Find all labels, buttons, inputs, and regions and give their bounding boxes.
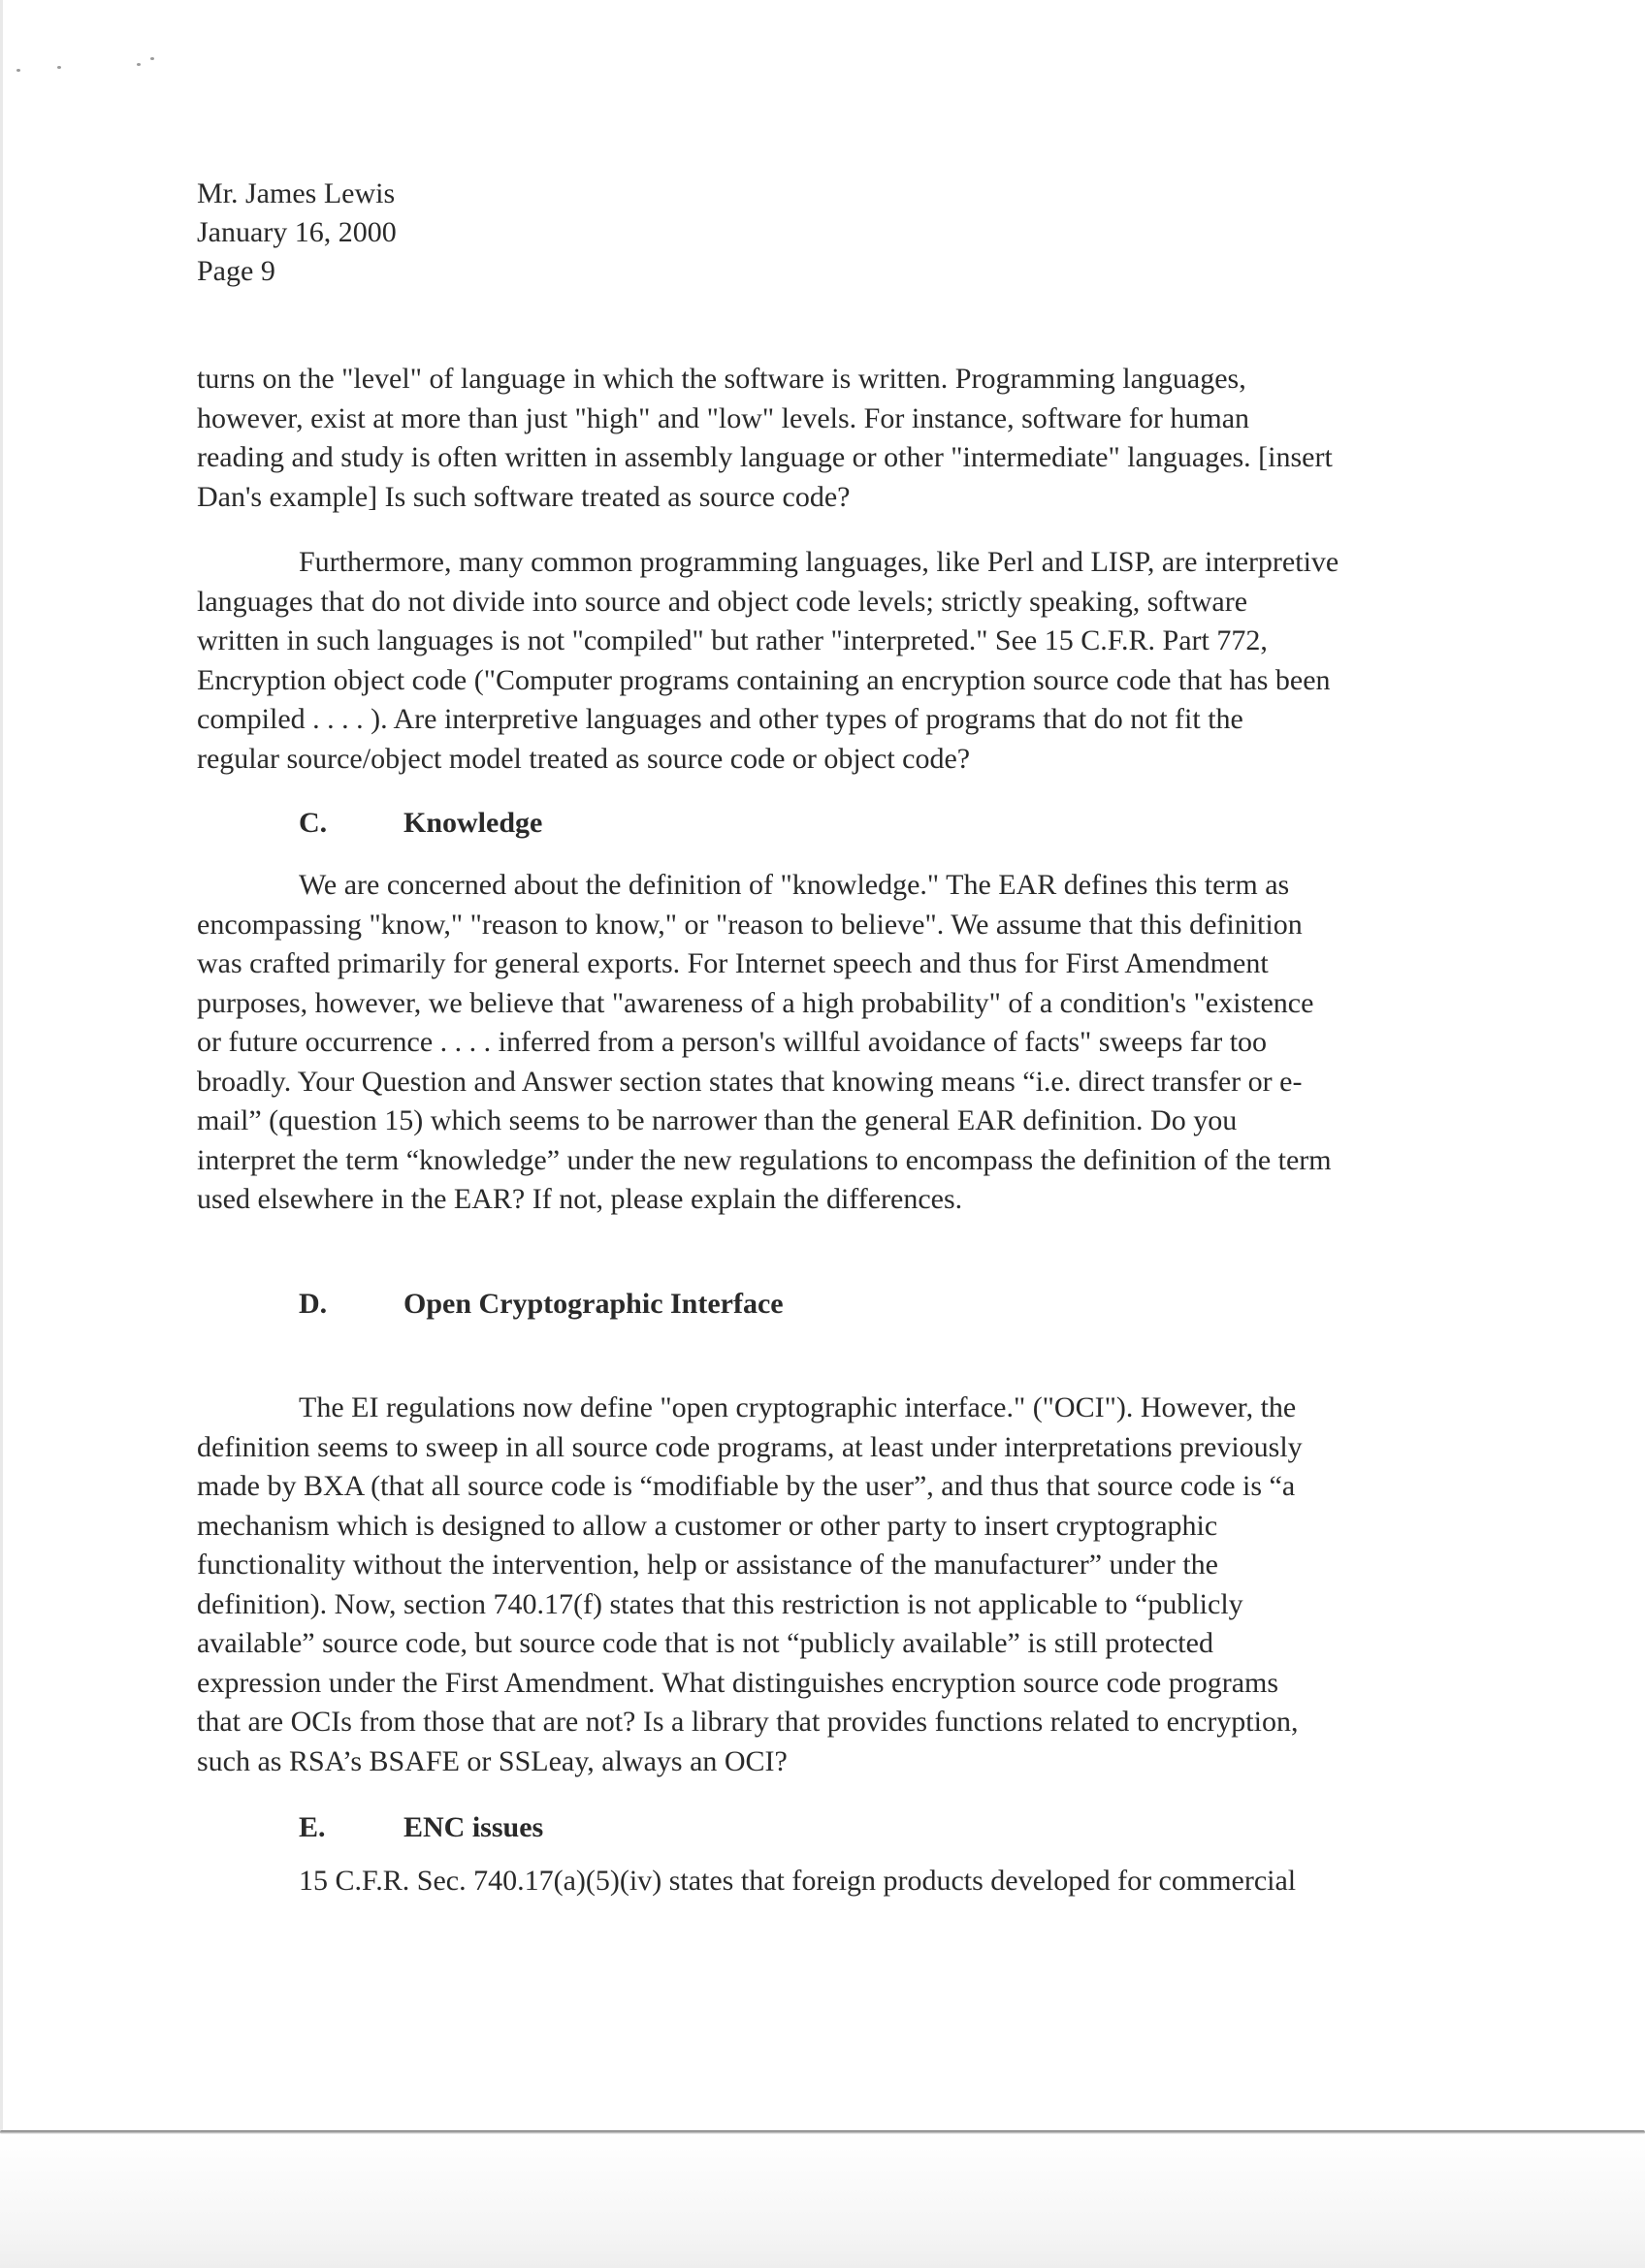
text-line: We are concerned about the definition of "knowledge." The EAR defines this term as	[299, 869, 1290, 901]
text-line: 15 C.F.R. Sec. 740.17(a)(5)(iv) states that foreign products developed for commercial	[299, 1865, 1297, 1897]
text-line: that are OCIs from those that are not? Is a library that provides functions related to encryption,	[197, 1706, 1299, 1738]
text-line: made by BXA (that all source code is “modifiable by the user”, and thus that source code is “a	[197, 1470, 1296, 1502]
text-line: mechanism which is designed to allow a customer or other party to insert cryptographic	[197, 1509, 1218, 1542]
text-line: functionality without the intervention, help or assistance of the manufacturer” under the	[197, 1549, 1218, 1581]
text-line: written in such languages is not "compiled" but rather "interpreted." See 15 C.F.R. Part 772,	[197, 624, 1268, 656]
text-line: purposes, however, we believe that "awareness of a high probability" of a condition's "existence	[197, 986, 1314, 1019]
text-line: languages that do not divide into source and object code levels; strictly speaking, software	[197, 585, 1248, 618]
scan-bottom-shadow	[0, 2133, 1645, 2268]
text-line: broadly. Your Question and Answer section states that knowing means “i.e. direct transfer or e-	[197, 1065, 1303, 1098]
letter-header	[197, 175, 397, 291]
paragraph-oci-definition	[197, 1389, 1487, 1781]
letter-date: January 16, 2000	[197, 216, 397, 248]
section-title: Open Cryptographic Interface	[403, 1288, 784, 1320]
text-line: Encryption object code ("Computer programs containing an encryption source code that has been	[197, 663, 1331, 696]
section-letter: E.	[299, 1811, 326, 1843]
section-letter: D.	[299, 1288, 328, 1320]
scan-speck	[150, 57, 154, 60]
scan-speck	[137, 63, 141, 66]
text-line: Furthermore, many common programming languages, like Perl and LISP, are interpretive	[299, 546, 1339, 578]
section-heading-knowledge	[299, 807, 542, 840]
scan-speck	[57, 66, 61, 69]
section-title: Knowledge	[403, 807, 543, 839]
section-title: ENC issues	[403, 1811, 544, 1843]
text-line: available” source code, but source code that is not “publicly available” is still protected	[197, 1627, 1213, 1659]
text-line: compiled . . . . ). Are interpretive languages and other types of programs that do not fit the	[197, 703, 1243, 735]
paragraph-enc-issues	[299, 1862, 1589, 1901]
page-number: Page 9	[197, 255, 275, 287]
scan-page-edge	[0, 2130, 1645, 2134]
text-line: encompassing "know," "reason to know," or "reason to believe". We assume that this definition	[197, 908, 1303, 941]
recipient-name: Mr. James Lewis	[197, 177, 396, 209]
text-line: such as RSA’s BSAFE or SSLeay, always an OCI?	[197, 1744, 788, 1777]
section-letter: C.	[299, 807, 328, 839]
text-line: reading and study is often written in assembly language or other "intermediate" languages. [insert	[197, 441, 1333, 473]
paragraph-source-code-levels	[197, 360, 1487, 517]
paragraph-knowledge-definition	[197, 866, 1487, 1220]
scan-speck	[16, 69, 20, 72]
section-heading-open-cryptographic-interface	[299, 1288, 784, 1321]
text-line: The EI regulations now define "open cryptographic interface." ("OCI"). However, the	[299, 1391, 1297, 1423]
text-line: or future occurrence . . . . inferred from a person's willful avoidance of facts" sweeps far too	[197, 1026, 1268, 1058]
text-line: used elsewhere in the EAR? If not, please explain the differences.	[197, 1183, 963, 1215]
text-line: definition seems to sweep in all source code programs, at least under interpretations previously	[197, 1430, 1303, 1463]
text-line: was crafted primarily for general exports. For Internet speech and thus for First Amendment	[197, 947, 1269, 979]
text-line: Dan's example] Is such software treated as source code?	[197, 480, 851, 513]
text-line: turns on the "level" of language in which the software is written. Programming languages,	[197, 363, 1246, 395]
scan-left-edge	[0, 0, 3, 2268]
text-line: expression under the First Amendment. What distinguishes encryption source code programs	[197, 1666, 1279, 1699]
text-line: however, exist at more than just "high" and "low" levels. For instance, software for human	[197, 401, 1250, 434]
text-line: definition). Now, section 740.17(f) states that this restriction is not applicable to “publicly	[197, 1587, 1243, 1620]
paragraph-interpretive-languages	[197, 543, 1487, 779]
text-line: interpret the term “knowledge” under the new regulations to encompass the definition of the term	[197, 1143, 1332, 1176]
text-line: mail” (question 15) which seems to be narrower than the general EAR definition. Do you	[197, 1104, 1238, 1136]
text-line: regular source/object model treated as source code or object code?	[197, 742, 971, 775]
section-heading-enc-issues	[299, 1811, 543, 1844]
